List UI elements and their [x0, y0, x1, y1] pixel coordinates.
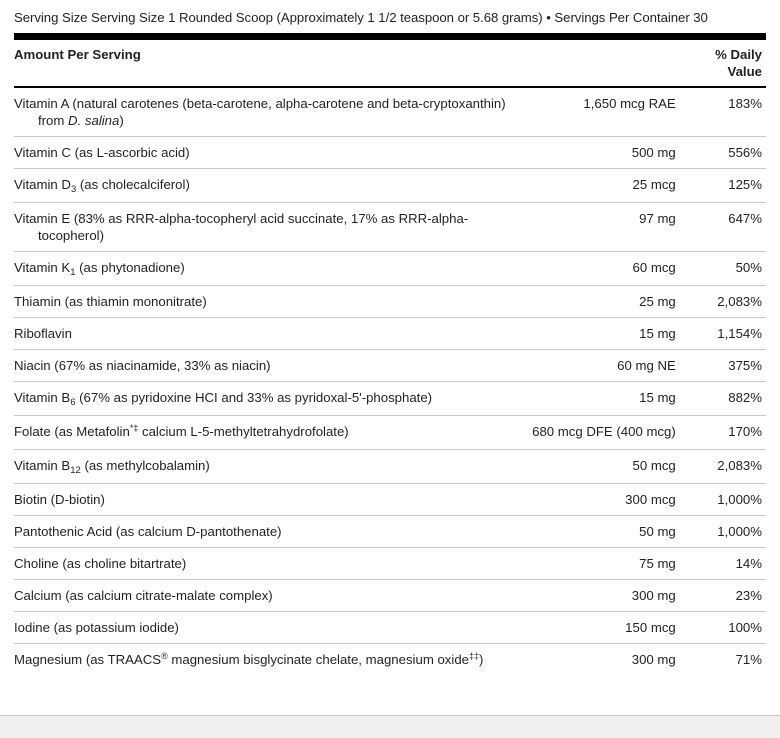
nutrient-amount: 500 mg [531, 137, 681, 169]
nutrient-name [14, 382, 531, 416]
nutrient-daily-value: 71% [682, 644, 766, 678]
nutrient-name-text: Vitamin $B_{12}$ (as methylcobalamin) [14, 458, 210, 476]
nutrient-daily-value: 125% [682, 169, 766, 203]
nutrient-amount: 300 mg [531, 644, 681, 678]
nutrient-name [14, 137, 531, 169]
nutrient-daily-value: 1,000% [682, 516, 766, 548]
nutrient-daily-value: 170% [682, 416, 766, 450]
nutrient-daily-value: 1,154% [682, 318, 766, 350]
nutrient-name-text: Magnesium (as TRAACS® magnesium bisglycinate chelate, magnesium oxide‡‡) [14, 651, 484, 667]
nutrient-amount: 15 mg [531, 318, 681, 350]
footer-band [0, 715, 780, 738]
nutrient-daily-value: 2,083% [682, 450, 766, 484]
nutrient-name-text: Vitamin C (as L-ascorbic acid) [14, 145, 190, 160]
nutrient-name [14, 350, 531, 382]
nutrient-amount: 300 mg [531, 580, 681, 612]
nutrient-name-text: Vitamin E (83% as RRR-alpha-tocopheryl acid succinate, 17% as RRR-alpha-tocopherol) [14, 211, 469, 243]
table-row [14, 516, 766, 548]
nutrient-daily-value: 882% [682, 382, 766, 416]
table-row [14, 416, 766, 450]
nutrient-amount: 300 mcg [531, 484, 681, 516]
nutrient-amount: 680 mcg DFE (400 mcg) [531, 416, 681, 450]
nutrient-daily-value: 375% [682, 350, 766, 382]
nutrient-table [14, 40, 766, 86]
nutrient-daily-value: 556% [682, 137, 766, 169]
table-row [14, 644, 766, 678]
nutrient-name-text: Vitamin A (natural carotenes (beta-carotene, alpha-carotene and beta-cryptoxanthin) from D. salina) [14, 96, 506, 128]
table-row [14, 580, 766, 612]
nutrient-name-text: Niacin (67% as niacinamide, 33% as niacin) [14, 358, 271, 373]
nutrient-name [14, 252, 531, 286]
nutrient-rows-body [14, 88, 766, 677]
table-row [14, 350, 766, 382]
table-row [14, 88, 766, 137]
nutrient-amount: 1,650 mcg RAE [583, 96, 676, 111]
table-row [14, 548, 766, 580]
nutrient-daily-value: 1,000% [682, 484, 766, 516]
table-row [14, 169, 766, 203]
nutrient-name-text: Vitamin $D_3$ (as cholecalciferol) [14, 177, 190, 195]
nutrient-name-text: Vitamin $K_1$ (as phytonadione) [14, 260, 185, 278]
table-row [14, 203, 766, 252]
header-amount-spacer [531, 40, 681, 86]
nutrient-amount: 60 mg NE [531, 350, 681, 382]
nutrient-name [14, 612, 531, 644]
nutrient-daily-value: 647% [682, 203, 766, 252]
nutrient-amount: 97 mg [531, 203, 681, 252]
table-row [14, 612, 766, 644]
nutrient-amount: 50 mg [531, 516, 681, 548]
table-row [14, 382, 766, 416]
table-row [14, 318, 766, 350]
nutrient-amount: 60 mcg [531, 252, 681, 286]
nutrient-name-text: Riboflavin [14, 326, 72, 341]
nutrient-name [14, 484, 531, 516]
nutrient-name-text: Biotin (D-biotin) [14, 492, 105, 507]
nutrient-name-text: Iodine (as potassium iodide) [14, 620, 179, 635]
nutrient-amount: 50 mcg [531, 450, 681, 484]
header-amount-per-serving: Amount Per Serving [14, 47, 141, 62]
nutrient-name-text: Folate (as Metafolin*‡ calcium L-5-methyltetrahydrofolate) [14, 423, 349, 439]
nutrient-name-text: Calcium (as calcium citrate-malate complex) [14, 588, 273, 603]
nutrient-daily-value: 100% [682, 612, 766, 644]
nutrient-amount: 25 mcg [531, 169, 681, 203]
table-row [14, 252, 766, 286]
table-row [14, 484, 766, 516]
table-header [14, 40, 766, 86]
nutrient-amount: 25 mg [531, 286, 681, 318]
table-header-row [14, 40, 766, 86]
nutrient-name-text: Thiamin (as thiamin mononitrate) [14, 294, 207, 309]
nutrient-name [14, 516, 531, 548]
nutrient-amount: 15 mg [531, 382, 681, 416]
nutrient-daily-value: 23% [682, 580, 766, 612]
nutrient-name [14, 169, 531, 203]
nutrient-amount: 75 mg [531, 548, 681, 580]
table-row [14, 450, 766, 484]
nutrient-daily-value: 183% [728, 96, 762, 111]
nutrient-name [14, 318, 531, 350]
serving-size-line: Serving Size Serving Size 1 Rounded Scoop (Approximately 1 1/2 teaspoon or 5.68 grams) • Servings Per Container 30 [14, 10, 708, 25]
table-row [14, 137, 766, 169]
nutrient-name [14, 548, 531, 580]
nutrient-name [14, 416, 531, 450]
nutrient-name-text: Vitamin $B_6$ (67% as pyridoxine HCI and 33% as pyridoxal-5'-phosphate) [14, 390, 433, 408]
nutrient-name [14, 286, 531, 318]
nutrient-amount: 150 mcg [531, 612, 681, 644]
nutrient-daily-value: 50% [682, 252, 766, 286]
nutrient-name [14, 203, 531, 252]
nutrient-name [14, 644, 531, 678]
table-row [14, 286, 766, 318]
nutrient-daily-value: 2,083% [682, 286, 766, 318]
nutrient-name-text: Pantothenic Acid (as calcium D-pantothenate) [14, 524, 282, 539]
thick-divider-top [14, 33, 766, 40]
nutrient-name-text: Choline (as choline bitartrate) [14, 556, 187, 571]
nutrient-rows-table [14, 88, 766, 677]
nutrient-name [14, 450, 531, 484]
header-percent-daily-value: % Daily Value [715, 47, 762, 79]
nutrient-name [14, 88, 531, 137]
nutrient-name [14, 580, 531, 612]
nutrient-daily-value: 14% [682, 548, 766, 580]
